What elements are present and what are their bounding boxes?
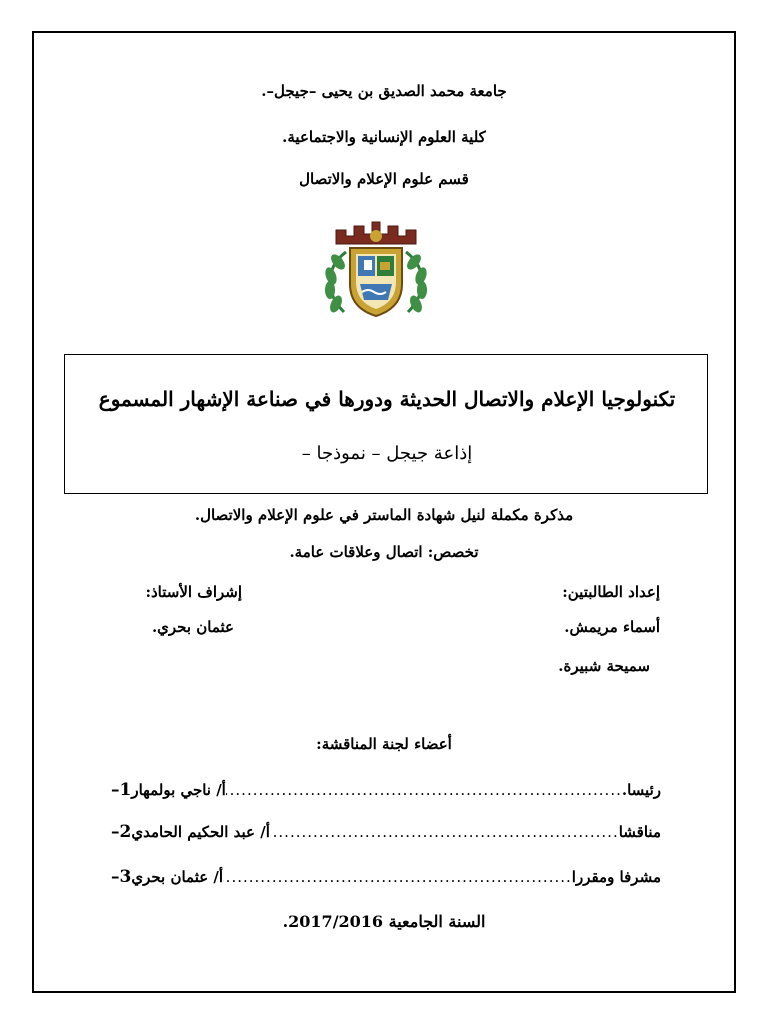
committee-label: أعضاء لجنة المناقشة:: [316, 735, 452, 753]
thesis-description: مذكرة مكملة لنيل شهادة الماستر في علوم الإعلام والاتصال.: [194, 506, 574, 524]
dot-leader: [270, 823, 619, 841]
thesis-title: تكنولوجيا الإعلام والاتصال الحديثة ودورها في صناعة الإشهار المسموع: [98, 387, 676, 411]
committee-member-row: [105, 780, 661, 804]
student-name-2: سميحة شبيرة.: [558, 657, 650, 675]
academic-year: السنة الجامعية 2017/2016.: [282, 912, 486, 931]
member-name: أ/ عثمان بحري: [131, 868, 224, 886]
member-number: 1–: [111, 780, 132, 800]
thesis-subtitle: إذاعة جيجل – نموذجا –: [301, 443, 473, 464]
dot-leader: [226, 781, 622, 799]
member-role: رئيسا.: [621, 781, 661, 799]
students-label: إعداد الطالبتين:: [562, 583, 660, 601]
member-name: أ/ عبد الحكيم الحامدي: [131, 823, 270, 841]
department-name: قسم علوم الإعلام والاتصال: [299, 170, 469, 188]
member-number: 2–: [111, 822, 132, 842]
student-name-1: أسماء مريمش.: [564, 618, 660, 636]
supervisor-name: عثمان بحري.: [151, 618, 234, 636]
member-role: مناقشا: [618, 823, 661, 841]
specialty: تخصص: اتصال وعلاقات عامة.: [289, 543, 479, 561]
university-name: جامعة محمد الصديق بن يحيى –جيجل–.: [261, 82, 507, 100]
dot-leader: [223, 868, 572, 886]
faculty-name: كلية العلوم الإنسانية والاجتماعية.: [282, 128, 486, 146]
member-number: 3–: [111, 867, 132, 887]
committee-member-row: [105, 822, 661, 846]
supervisor-label: إشراف الأستاذ:: [145, 583, 242, 601]
member-role: مشرفا ومقررا: [571, 868, 661, 886]
committee-member-row: [105, 867, 661, 891]
member-name: أ/ ناجي بولمهار: [131, 781, 226, 799]
university-seal-icon: [316, 212, 436, 320]
thesis-title-box: [64, 354, 708, 494]
